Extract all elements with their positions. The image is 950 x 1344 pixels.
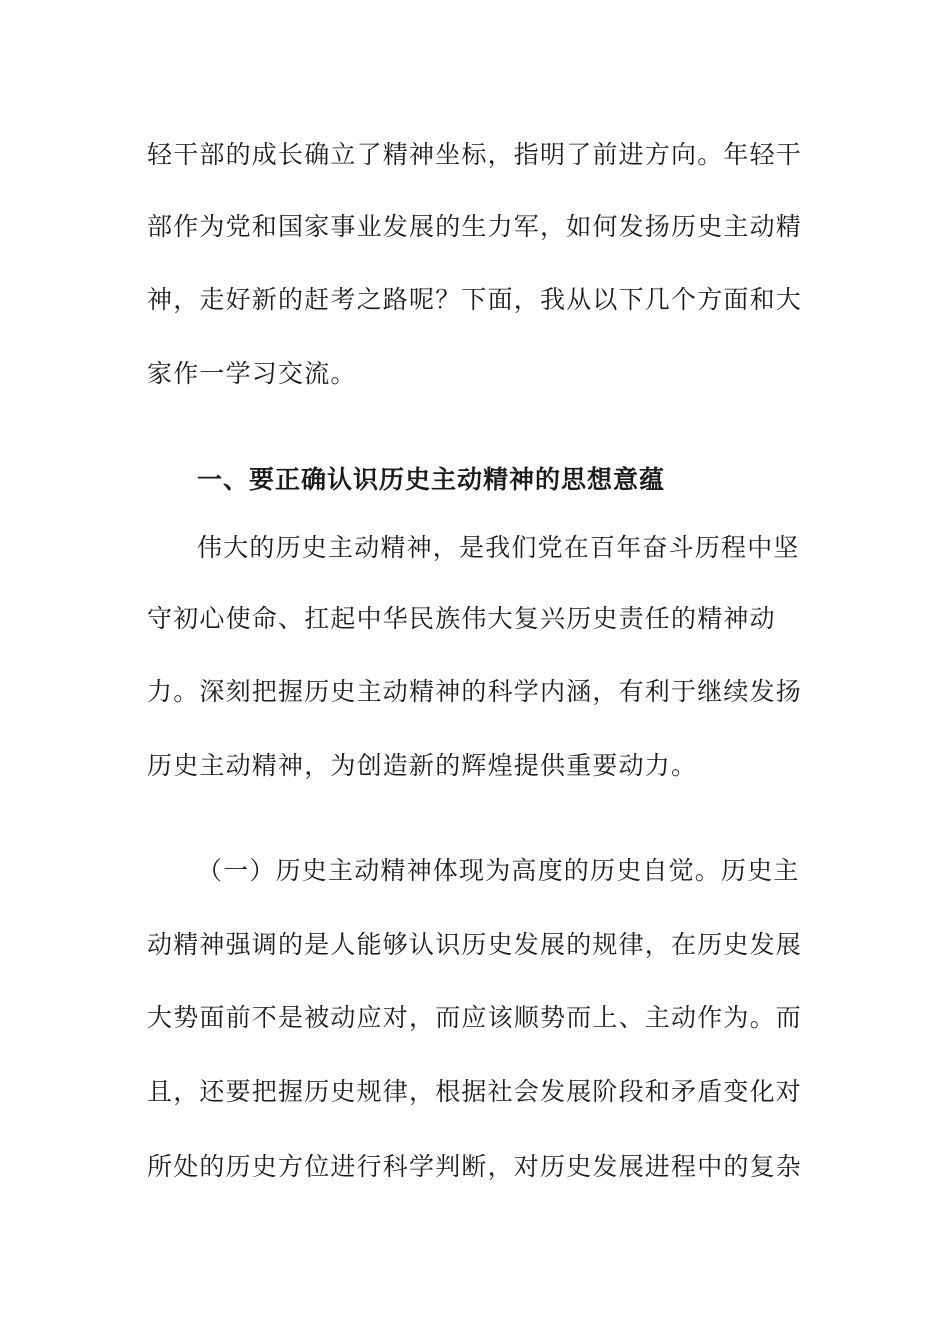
paragraph-line: 部作为党和国家事业发展的生力军，如何发扬历史主动精	[147, 212, 803, 241]
paragraph-line: 所处的历史方位进行科学判断，对历史发展进程中的复杂	[147, 1152, 803, 1181]
paragraph-line: 力。深刻把握历史主动精神的科学内涵，有利于继续发扬	[147, 677, 803, 706]
paragraph-line: 守初心使命、扛起中华民族伟大复兴历史责任的精神动	[147, 604, 776, 633]
paragraph-line: 伟大的历史主动精神，是我们党在百年奋斗历程中坚	[197, 533, 800, 562]
paragraph-line: 神，走好新的赶考之路呢？下面，我从以下几个方面和大	[147, 285, 803, 314]
paragraph-line: 且，还要把握历史规律，根据社会发展阶段和矛盾变化对	[147, 1077, 803, 1106]
subsection-line: （一）历史主动精神体现为高度的历史自觉。历史主	[197, 856, 800, 885]
paragraph-line: 动精神强调的是人能够认识历史发展的规律，在历史发展	[147, 930, 803, 959]
paragraph-line: 家作一学习交流。	[147, 359, 357, 388]
section-heading: 一、要正确认识历史主动精神的思想意蕴	[197, 465, 666, 494]
paragraph-line: 轻干部的成长确立了精神坐标，指明了前进方向。年轻干	[147, 140, 803, 169]
paragraph-line: 历史主动精神，为创造新的辉煌提供重要动力。	[147, 751, 698, 780]
paragraph-line: 大势面前不是被动应对，而应该顺势而上、主动作为。而	[147, 1003, 803, 1032]
